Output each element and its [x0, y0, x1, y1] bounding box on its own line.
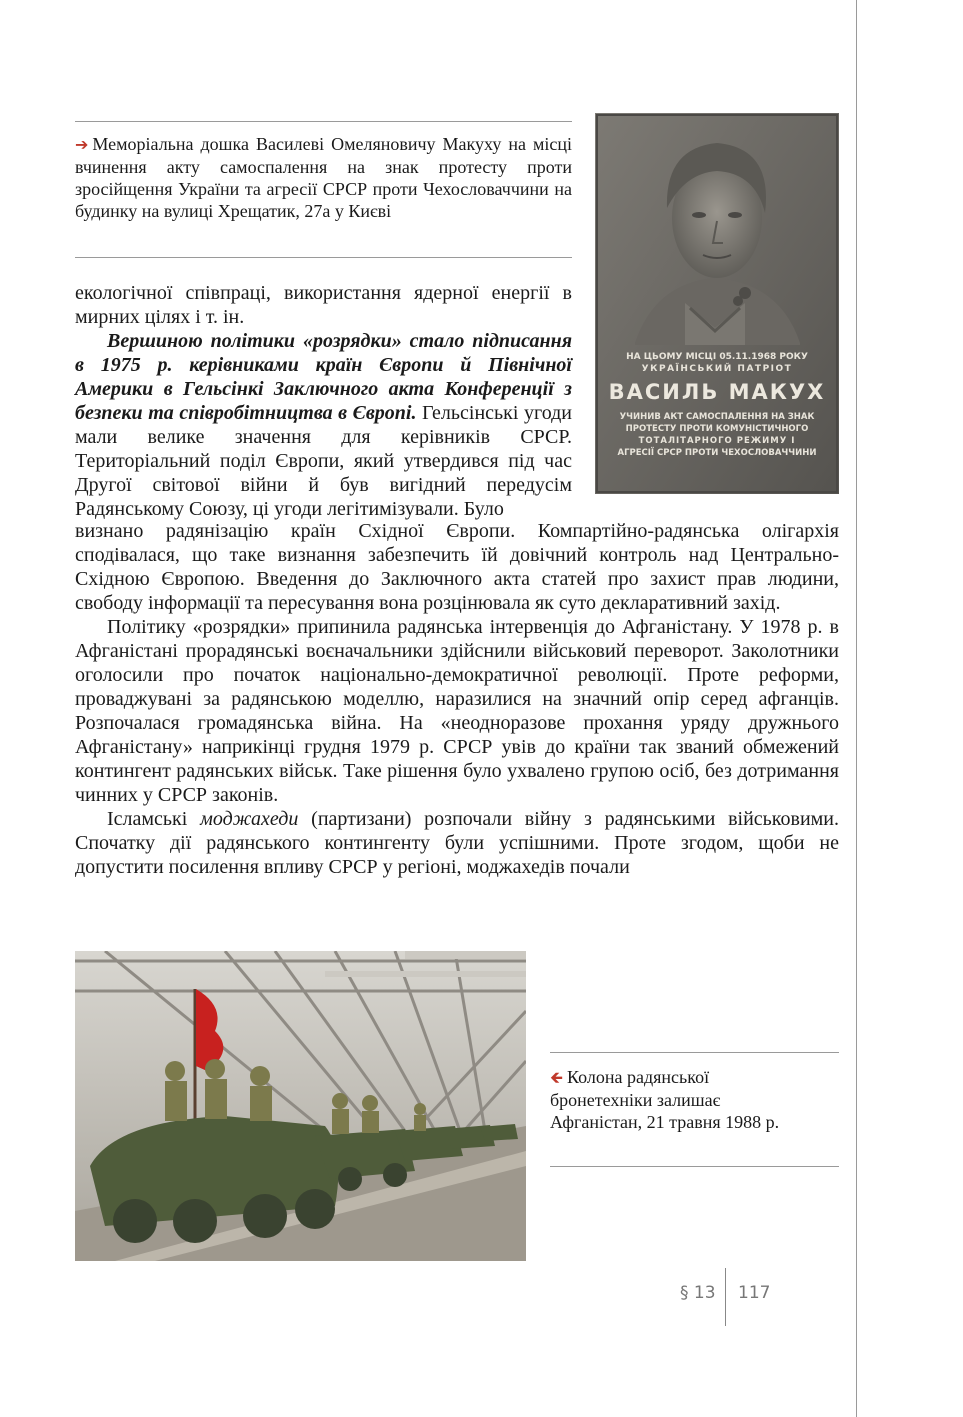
paragraph-2-continued: визнано радянізацію країн Східної Європи. Компартійно-радянська олігархія сподівалася, що таке визнання забезпечить їй довічний контроль над Центрально-Східною Європою. Введення до Заключного акта статей про захист прав людини, свободу інформації та пересування вона розцінювала як суто декларативний захід. — [75, 520, 839, 614]
body-column-wide — [75, 519, 839, 879]
paragraph-4-term: моджахеди — [200, 808, 299, 830]
convoy-photo — [75, 951, 526, 1261]
plaque-caption — [75, 133, 572, 222]
caption-rule-bottom — [75, 257, 572, 258]
convoy-caption-rule-top — [550, 1052, 839, 1053]
body-column-narrow — [75, 281, 572, 521]
caption-rule-top — [75, 121, 572, 122]
memorial-plaque-photo — [595, 113, 839, 494]
plaque-caption-text: Меморіальна дошка Василеві Омеляновичу Макуху на місці вчинення акту самоспалення на знак протесту проти зросійщення України та агресії СРСР проти Чехословаччини на будинку на вулиці Хрещатик, 27а у Києві — [75, 134, 572, 221]
paragraph-2-emphasis: Вершиною політики «розрядки» стало підписання в 1975 р. керівниками країн Європи й Північної Америки в Гельсінкі Заключного акта Конференції з безпеки та співробітництва в Європі. — [75, 330, 572, 424]
paragraph-3: Політику «розрядки» припинила радянська інтервенція до Афганістану. У 1978 р. в Афганістані прорадянські воєначальники здійснили військовий переворот. Заколотники оголосили про початок національно-демократичної революції. Проте реформи, проваджувані за радянською моделлю, наразилися на значний опір серед афганців. Розпочалася громадянська війна. На «неодноразове прохання уряду дружнього Афганістану» наприкінці грудня 1979 р. СРСР увів до країни так званий обмежений контингент радянських військ. Таке рішення було ухвалено групою осіб, без дотримання чинних у СРСР законів. — [75, 616, 839, 806]
plaque-line-3: УЧИНИВ АКТ САМОСПАЛЕННЯ НА ЗНАК — [619, 412, 815, 422]
paragraph-2-text: Гельсінські угоди мали велике значення для керівників СРСР. Територіальний поділ Європи, який утвердився під час Другої світової війни й був вигідний передусім Радянському Союзу, ці угоди легітимізували. Було — [75, 402, 573, 520]
page-edge-line — [856, 0, 857, 1417]
arrow-left-icon: 🡸 — [550, 1068, 563, 1087]
convoy-caption-rule-bottom — [550, 1166, 839, 1167]
plaque-line-6: АГРЕСІЇ СРСР ПРОТИ ЧЕХОСЛОВАЧЧИНИ — [617, 448, 817, 458]
plaque-line-1: НА ЦЬОМУ МІСЦІ 05.11.1968 РОКУ — [626, 352, 808, 362]
paragraph-2 — [75, 329, 572, 521]
plaque-name: ВАСИЛЬ МАКУХ — [608, 380, 826, 404]
page-number: 117 — [738, 1283, 771, 1303]
paragraph-1: екологічної співпраці, використання ядерної енергії в мирних цілях і т. ін. — [75, 282, 572, 328]
paragraph-4-start: Ісламські — [107, 808, 201, 830]
footer-divider — [725, 1268, 726, 1326]
convoy-caption — [550, 1066, 810, 1133]
arrow-right-icon: ➔ — [75, 135, 89, 154]
plaque-line-4: ПРОТЕСТУ ПРОТИ КОМУНІСТИЧНОГО — [625, 424, 809, 434]
plaque-line-2: УКРАЇНСЬКИЙ ПАТРІОТ — [641, 364, 793, 374]
paragraph-4-text: (партизани) розпочали війну з радянськими військовими. Спочатку дії радянського контингенту були успішними. Проте згодом, щоби не допустити посилення впливу СРСР у регіоні, моджахедів почали — [75, 808, 840, 878]
plaque-line-5: ТОТАЛІТАРНОГО РЕЖИМУ І — [638, 436, 796, 446]
section-number: § 13 — [680, 1283, 716, 1303]
convoy-caption-text: Колона радянської бронетехніки залишає Афганістан, 21 травня 1988 р. — [550, 1067, 780, 1132]
paragraph-4 — [75, 807, 839, 879]
